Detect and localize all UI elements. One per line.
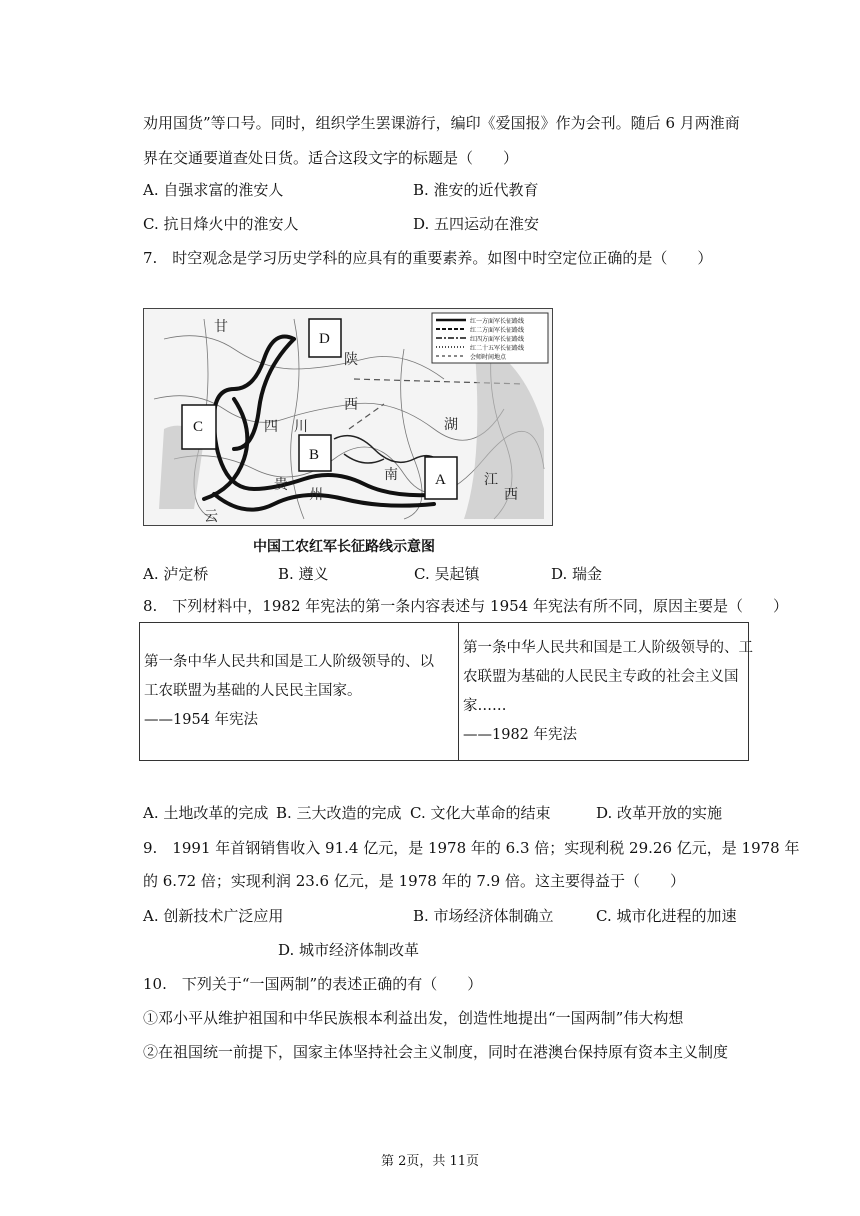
region-label: 南 — [384, 467, 398, 483]
q9-line-2: 的 6.72 倍；实现利润 23.6 亿元，是 1978 年的 7.9 倍。这主要得益于（ ） — [143, 872, 685, 890]
region-label: 川 — [294, 419, 308, 435]
march-routes — [204, 337, 444, 510]
region-label: 四 — [264, 419, 278, 435]
q7-option-b: B. 遵义 — [278, 565, 329, 583]
q6-option-b: B. 淮安的近代教育 — [413, 181, 539, 199]
q6-option-c: C. 抗日烽火中的淮安人 — [143, 215, 299, 233]
q9-option-a: A. 创新技术广泛应用 — [143, 907, 284, 925]
map-legend — [432, 313, 548, 363]
q7-option-a: A. 泸定桥 — [143, 565, 209, 583]
svg-text:C: C — [193, 419, 204, 435]
region-label: 江 — [484, 472, 498, 488]
q6-option-d: D. 五四运动在淮安 — [413, 215, 540, 233]
text-line: 第一条中华人民共和国是工人阶级领导的、工 — [463, 639, 753, 656]
q8-option-d: D. 改革开放的实施 — [596, 804, 723, 822]
map-box-c — [182, 405, 216, 449]
q8-stem: 8. 下列材料中，1982 年宪法的第一条内容表述与 1954 年宪法有所不同，原因主要是（ ） — [143, 597, 788, 615]
map-caption: 中国工农红军长征路线示意图 — [253, 539, 435, 555]
region-label: 西 — [344, 397, 358, 413]
constitution-1954-cell — [140, 623, 459, 761]
region-label: 西 — [504, 487, 518, 503]
map-box-a — [425, 457, 457, 499]
legend-item: 会师时间地点 — [470, 354, 507, 361]
text-line: ——1954 年宪法 — [144, 712, 259, 728]
map-box-d — [309, 319, 341, 357]
legend-item: 红二十五军长征路线 — [470, 345, 525, 352]
text-line: 第一条中华人民共和国是工人阶级领导的、以 — [144, 654, 434, 670]
region-label: 州 — [309, 487, 323, 503]
region-label: 湖 — [444, 417, 458, 433]
constitution-table — [139, 622, 753, 761]
text-line: ——1982 年宪法 — [463, 726, 578, 743]
q10-stem: 10. 下列关于“一国两制”的表述正确的有（ ） — [143, 975, 483, 993]
q7-option-c: C. 吴起镇 — [414, 565, 480, 583]
q8-option-c: C. 文化大革命的结束 — [410, 804, 551, 822]
region-label: 甘 — [214, 319, 228, 335]
q7-stem: 7. 时空观念是学习历史学科的应具有的重要素养。如图中时空定位正确的是（ ） — [143, 249, 713, 267]
region-label: 云 — [204, 509, 218, 525]
constitution-1982-cell — [459, 623, 753, 761]
svg-text:A: A — [435, 472, 446, 488]
svg-text:D: D — [319, 331, 330, 347]
legend-item: 红一方面军长征路线 — [470, 318, 525, 325]
text-line: 家…… — [463, 697, 507, 714]
q10-item-1: ①邓小平从维护祖国和中华民族根本利益出发，创造性地提出“一国两制”伟大构想 — [143, 1009, 684, 1027]
map-box-b — [299, 435, 331, 471]
long-march-map — [143, 308, 553, 526]
map-drawing — [144, 309, 553, 526]
legend-item: 红四方面军长征路线 — [470, 336, 525, 343]
text-line: 农联盟为基础的人民民主专政的社会主义国 — [463, 668, 739, 685]
q7-option-d: D. 瑞金 — [551, 565, 603, 583]
q9-option-b: B. 市场经济体制确立 — [413, 907, 554, 925]
region-label: 贵 — [274, 477, 288, 493]
q6-line-1: 劝用国货”等口号。同时，组织学生罢课游行，编印《爱国报》作为会刊。随后 6 月两淮商 — [143, 114, 740, 132]
page-footer: 第 2页，共 11页 — [380, 1154, 480, 1169]
q6-option-a: A. 自强求富的淮安人 — [143, 181, 284, 199]
q9-option-d: D. 城市经济体制改革 — [278, 941, 420, 959]
q10-item-2: ②在祖国统一前提下，国家主体坚持社会主义制度，同时在港澳台保持原有资本主义制度 — [143, 1043, 729, 1061]
svg-text:B: B — [309, 447, 320, 463]
legend-item: 红二方面军长征路线 — [470, 327, 525, 334]
region-label: 陕 — [344, 352, 358, 368]
q9-option-c: C. 城市化进程的加速 — [596, 907, 737, 925]
q8-option-a: A. 土地改革的完成 — [143, 804, 269, 822]
q6-line-2: 界在交通要道查处日货。适合这段文字的标题是（ ） — [143, 149, 519, 167]
q9-line-1: 9. 1991 年首钢销售收入 91.4 亿元，是 1978 年的 6.3 倍；实现利税 29.26 亿元，是 1978 年 — [143, 839, 800, 857]
text-line: 工农联盟为基础的人民民主国家。 — [144, 683, 362, 699]
q8-option-b: B. 三大改造的完成 — [276, 804, 402, 822]
